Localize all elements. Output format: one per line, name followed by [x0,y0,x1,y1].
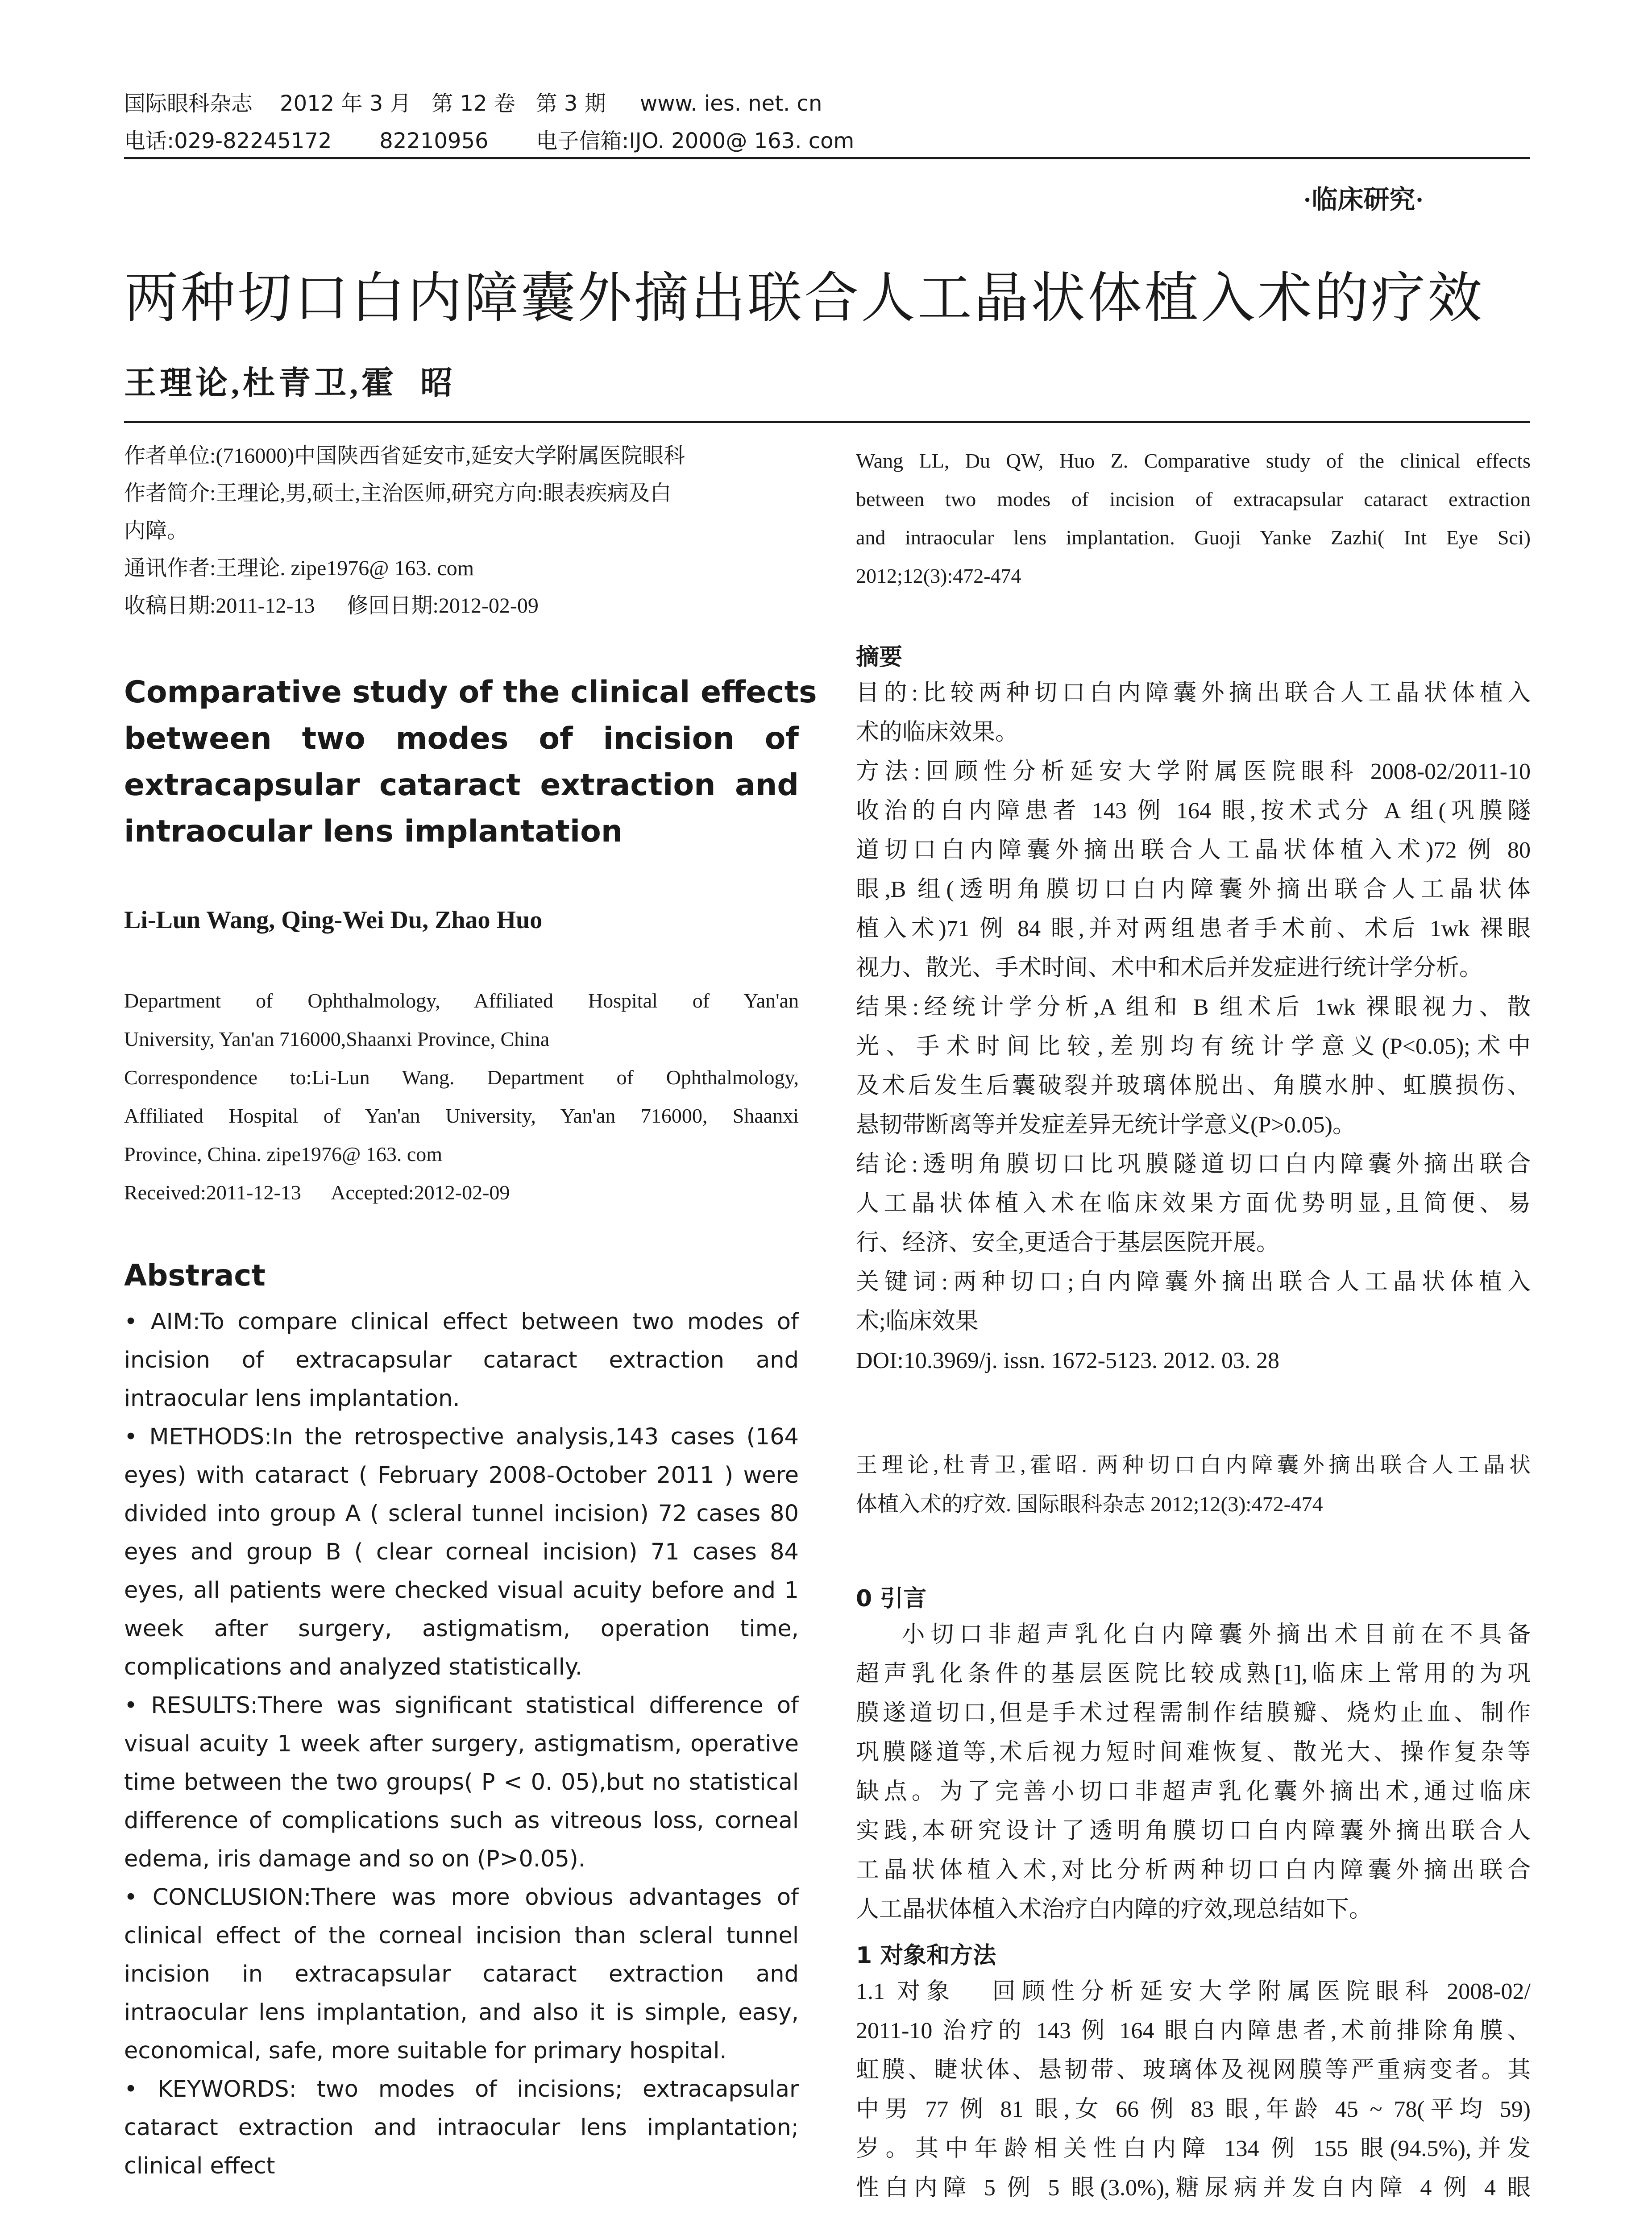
english-title-line: extracapsular cataract extraction and [124,767,799,803]
chinese-abstract-line: 及术后发生后囊破裂并玻璃体脱出、角膜水肿、虹膜损伤、 [856,1073,1531,1099]
intro-line: 小切口非超声乳化白内障囊外摘出术目前在不具备 [856,1622,1531,1647]
chinese-citation [856,1446,1531,1524]
abstract-line: time between the two groups( P < 0. 05),but no statistical [124,1769,799,1796]
intro-line: 巩膜隧道等,术后视力短时间难恢复、散光大、操作复杂等 [856,1740,1531,1765]
chinese-abstract-line: 术的临床效果。 [856,720,1019,745]
chinese-abstract-line: 悬韧带断离等并发症差异无统计学意义(P>0.05)。 [856,1112,1356,1138]
abstract-line: clinical effect [124,2153,275,2179]
abstract-line: cataract extraction and intraocular lens implantation; [124,2115,799,2141]
chinese-abstract-line: 眼,B 组(透明角膜切口白内障囊外摘出联合人工晶状体 [856,877,1531,902]
abstract-line: • AIM:To compare clinical effect between two modes of [124,1309,799,1335]
abstract-line: difference of complications such as vitreous loss, corneal [124,1808,799,1834]
abstract-line: complications and analyzed statistically. [124,1654,582,1680]
affiliation-line: Affiliated Hospital of Yan'an University, Yan'an 716000, Shaanxi [124,1104,799,1127]
affiliation-line: Correspondence to:Li-Lun Wang. Department of Ophthalmology, [124,1066,799,1089]
abstract-line: intraocular lens implantation, and also it is simple, easy, [124,1999,799,2026]
chinese-abstract-line: 方法:回顾性分析延安大学附属医院眼科 2008-02/2011-10 [856,759,1531,784]
chinese-abstract-line: DOI:10.3969/j. issn. 1672-5123. 2012. 03. 28 [856,1348,1279,1373]
methods-line: 2011-10 治疗的 143 例 164 眼白内障患者,术前排除角膜、 [856,2018,1531,2044]
english-authors: Li-Lun Wang, Qing-Wei Du, Zhao Huo [124,906,543,934]
abstract-line: eyes and group B ( clear corneal incision) 71 cases 84 [124,1539,799,1565]
title-rule [124,421,1530,423]
abstract-line: incision in extracapsular cataract extraction and [124,1961,799,1987]
intro-line: 实践,本研究设计了透明角膜切口白内障囊外摘出联合人 [856,1818,1531,1844]
chinese-abstract-line: 行、经济、安全,更适合于基层医院开展。 [856,1230,1280,1256]
author-info [124,437,793,625]
journal-header-line: 国际眼科杂志 2012 年 3 月 第 12 卷 第 3 期 www. ies. net. cn [124,91,822,116]
article-title: 两种切口白内障囊外摘出联合人工晶状体植入术的疗效 [124,266,1484,330]
affiliation [124,982,799,1212]
citation-line: and intraocular lens implantation. Guoji Yanke Zazhi( Int Eye Sci) [856,526,1531,549]
author-info-line: 作者简介:王理论,男,硕士,主治医师,研究方向:眼表疾病及白 [124,481,672,505]
intro-heading: 0 引言 [856,1585,927,1612]
intro-line: 人工晶状体植入术治疗白内障的疗效,现总结如下。 [856,1897,1373,1922]
citation-line: between two modes of incision of extracapsular cataract extraction [856,488,1531,510]
chinese-abstract-line: 植入术)71 例 84 眼,并对两组患者手术前、术后 1wk 裸眼 [856,916,1531,941]
abstract-line: eyes, all patients were checked visual acuity before and 1 [124,1577,799,1604]
methods-heading: 1 对象和方法 [856,1942,996,1969]
abstract-line: • METHODS:In the retrospective analysis,143 cases (164 [124,1424,799,1450]
chinese-abstract-line: 光、手术时间比较,差别均有统计学意义(P<0.05);术中 [856,1034,1531,1059]
chinese-abstract-line: 关键词:两种切口;白内障囊外摘出联合人工晶状体植入 [856,1269,1531,1295]
chinese-abstract-line: 目的:比较两种切口白内障囊外摘出联合人工晶状体植入 [856,680,1531,706]
english-title-line: Comparative study of the clinical effects [124,675,817,710]
abstract-line: • KEYWORDS: two modes of incisions; extracapsular [124,2076,799,2102]
intro-line: 工晶状体植入术,对比分析两种切口白内障囊外摘出联合 [856,1858,1531,1883]
methods-line: 性白内障 5 例 5 眼(3.0%),糖尿病并发白内障 4 例 4 眼 [856,2175,1531,2201]
english-title-line: between two modes of incision of [124,721,799,756]
abstract-line: clinical effect of the corneal incision than scleral tunnel [124,1923,799,1949]
methods-line: 1.1 对象 回顾性分析延安大学附属医院眼科 2008-02/ [856,1979,1531,2004]
abstract-line: incision of extracapsular cataract extraction and [124,1347,799,1373]
author-info-line: 通讯作者:王理论. zipe1976@ 163. com [124,556,474,580]
abstract-line: economical, safe, more suitable for primary hospital. [124,2038,727,2064]
chinese-abstract-line: 结论:透明角膜切口比巩膜隧道切口白内障囊外摘出联合 [856,1152,1531,1177]
methods-line: 岁。其中年龄相关性白内障 134 例 155 眼(94.5%),并发 [856,2136,1531,2161]
abstract-line: intraocular lens implantation. [124,1385,460,1412]
intro-line: 膜遂道切口,但是手术过程需制作结膜瓣、烧灼止血、制作 [856,1700,1531,1726]
author-info-line: 作者单位:(716000)中国陕西省延安市,延安大学附属医院眼科 [124,444,685,468]
intro-line: 缺点。为了完善小切口非超声乳化囊外摘出术,通过临床 [856,1779,1531,1804]
article-authors: 王理论,杜青卫,霍 昭 [124,365,457,401]
abstract-line: • RESULTS:There was significant statistical difference of [124,1692,799,1719]
methods-line: 中男 77 例 81 眼,女 66 例 83 眼,年龄 45 ~ 78(平均 59) [856,2097,1531,2122]
abstract-heading: Abstract [124,1258,266,1293]
chinese-abstract-line: 术;临床效果 [856,1309,979,1334]
intro-line: 超声乳化条件的基层医院比较成熟[1],临床上常用的为巩 [856,1661,1531,1687]
abstract-line: week after surgery, astigmatism, operation time, [124,1616,799,1642]
chinese-abstract [856,674,1531,1381]
affiliation-line: Province, China. zipe1976@ 163. com [124,1143,443,1165]
affiliation-line: Department of Ophthalmology, Affiliated Hospital of Yan'an [124,989,799,1012]
english-abstract [124,1303,799,2185]
chinese-citation-line: 体植入术的疗效. 国际眼科杂志 2012;12(3):472-474 [856,1493,1323,1516]
chinese-abstract-line: 收治的白内障患者 143 例 164 眼,按术式分 A 组(巩膜隧 [856,798,1531,824]
abstract-line: edema, iris damage and so on (P>0.05). [124,1846,586,1872]
chinese-abstract-line: 道切口白内障囊外摘出联合人工晶状体植入术)72 例 80 [856,838,1531,863]
english-title [124,669,817,855]
citation-line: Wang LL, Du QW, Huo Z. Comparative study of the clinical effects [856,449,1531,472]
journal-contact-line: 电话:029-82245172 82210956 电子信箱:IJO. 2000@ 163. com [124,129,855,153]
english-title-line: intraocular lens implantation [124,814,623,849]
intro-body [856,1615,1531,1929]
abstract-line: • CONCLUSION:There was more obvious advantages of [124,1884,799,1911]
chinese-abstract-line: 人工晶状体植入术在临床效果方面优势明显,且简便、易 [856,1191,1531,1216]
chinese-abstract-heading: 摘要 [856,644,903,671]
methods-line: 虹膜、睫状体、悬韧带、玻璃体及视网膜等严重病变者。其 [856,2057,1531,2083]
affiliation-line: University, Yan'an 716000,Shaanxi Province, China [124,1028,550,1050]
affiliation-line: Received:2011-12-13 Accepted:2012-02-09 [124,1181,510,1204]
english-citation [856,442,1531,595]
header-rule [124,157,1530,159]
author-info-line: 收稿日期:2011-12-13 修回日期:2012-02-09 [124,594,539,618]
author-info-line: 内障。 [124,519,189,543]
chinese-citation-line: 王理论,杜青卫,霍昭. 两种切口白内障囊外摘出联合人工晶状 [856,1453,1531,1477]
section-tag: ·临床研究· [1303,185,1424,214]
abstract-line: divided into group A ( scleral tunnel incision) 72 cases 80 [124,1501,799,1527]
abstract-line: visual acuity 1 week after surgery, astigmatism, operative [124,1731,799,1757]
chinese-abstract-line: 视力、散光、手术时间、术中和术后并发症进行统计学分析。 [856,955,1483,981]
citation-line: 2012;12(3):472-474 [856,564,1021,587]
chinese-abstract-line: 结果:经统计学分析,A 组和 B 组术后 1wk 裸眼视力、散 [856,995,1531,1020]
methods-body [856,1972,1531,2208]
abstract-line: eyes) with cataract ( February 2008-October 2011 ) were [124,1462,799,1489]
